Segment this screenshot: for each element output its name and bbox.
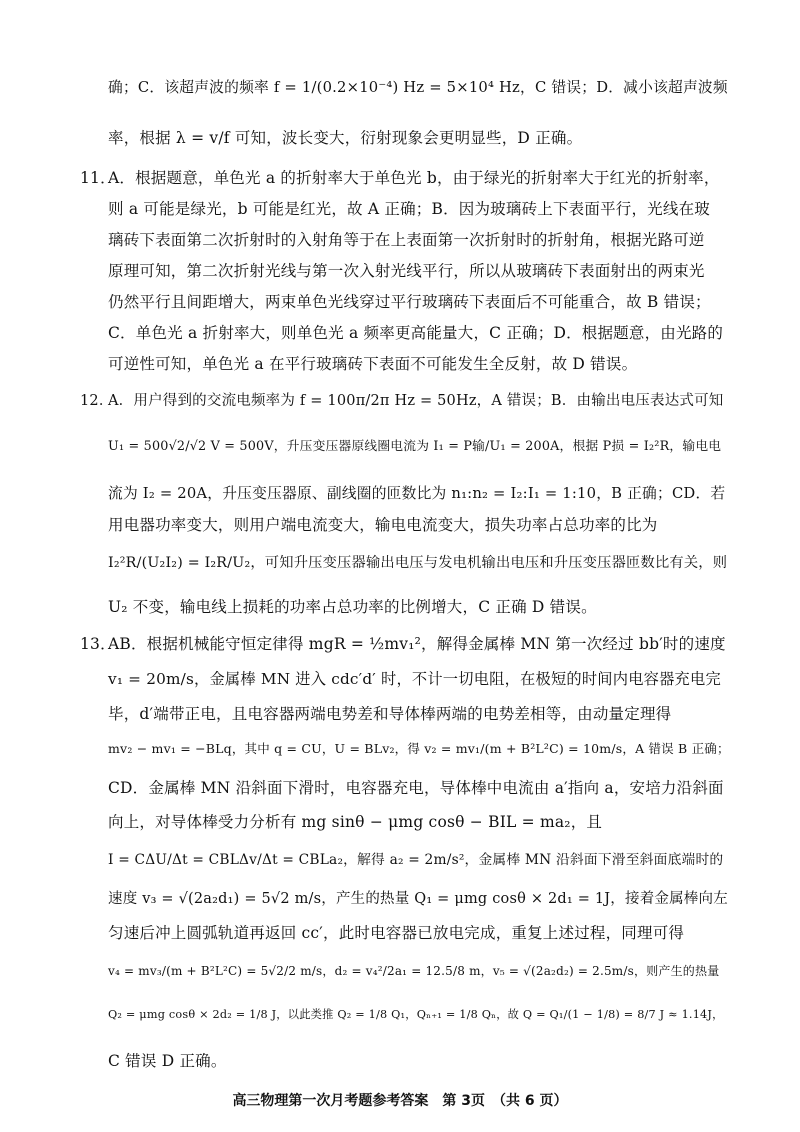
text-line: 仍然平行且间距增大，两束单色光线穿过平行玻璃砖下表面后不可能重合，故 B 错误； xyxy=(108,293,711,311)
text-line: CD．金属棒 MN 沿斜面下滑时，电容器充电，导体棒中电流由 a′指向 a，安培力沿斜面 xyxy=(108,779,724,797)
text-line: C 错误 D 正确。 xyxy=(108,1052,227,1070)
page-footer: 高三物理第一次月考题参考答案 第 3页 （共 6 页） xyxy=(232,1093,568,1109)
text-line: 向上，对导体棒受力分析有 mg sinθ − μmg cosθ − BIL = ma₂，且 xyxy=(108,813,603,831)
question-number: 12． xyxy=(80,393,114,409)
text-line: v₁ = 20m/s，金属棒 MN 进入 cdc′d′ 时，不计一切电阻，在极短的时间内电容器充电完 xyxy=(108,670,721,688)
text-line: 璃砖下表面第二次折射时的入射角等于在上表面第一次折射时的折射角，根据光路可逆 xyxy=(108,231,705,249)
question-12 xyxy=(80,390,724,412)
text-line: 流为 I₂ = 20A，升压变压器原、副线圈的匝数比为 n₁:n₂ = I₂:I₁ = 1:10，B 正确；CD．若 xyxy=(108,485,726,502)
question-11 xyxy=(80,167,720,189)
text-line: C．单色光 a 折射率大，则单色光 a 频率更高能量大，C 正确；D．根据题意，由光路的 xyxy=(108,324,724,342)
text-line: 可逆性可知，单色光 a 在平行玻璃砖下表面不可能发生全反射，故 D 错误。 xyxy=(108,355,638,373)
text-line: U₂ 不变，输电线上损耗的功率占总功率的比例增大，C 正确 D 错误。 xyxy=(108,598,597,616)
text-line: 则 a 可能是绿光，b 可能是红光，故 A 正确；B．因为玻璃砖上下表面平行，光线在玻 xyxy=(108,200,710,218)
text-line: 确；C．该超声波的频率 f = 1/(0.2×10⁻⁴) Hz = 5×10⁴ Hz，C 错误；D．减小该超声波频 xyxy=(108,79,728,96)
text-line: I₂²R/(U₂I₂) = I₂R/U₂，可知升压变压器输出电压与发电机输出电压和升压变压器匝数比有关，则 xyxy=(108,555,728,571)
text-line: A．用户得到的交流电频率为 f = 100π/2π Hz = 50Hz，A 错误；B．由输出电压表达式可知 xyxy=(108,393,724,409)
text-line: mv₂ − mv₁ = −BLq，其中 q = CU，U = BLv₂，得 v₂ = mv₁/(m + B²L²C) = 10m/s，A 错误 B 正确； xyxy=(108,741,730,756)
text-line: v₄ = mv₃/(m + B²L²C) = 5√2/2 m/s，d₂ = v₄²/2a₁ = 12.5/8 m，v₅ = √(2a₂d₂) = 2.5m/s，则产生的热量 xyxy=(108,964,720,978)
text-line: 毕，d′端带正电，且电容器两端电势差和导体棒两端的电势差相等，由动量定理得 xyxy=(108,705,672,723)
text-line: AB．根据机械能守恒定律得 mgR = ½mv₁²，解得金属棒 MN 第一次经过 bb′时的速度 xyxy=(108,635,726,653)
text-line: A．根据题意，单色光 a 的折射率大于单色光 b，由于绿光的折射率大于红光的折射率， xyxy=(108,169,720,187)
text-line: 原理可知，第二次折射光线与第一次入射光线平行，所以从玻璃砖下表面射出的两束光 xyxy=(108,262,705,280)
text-line: 用电器功率变大，则用户端电流变大，输电电流变大，损失功率占总功率的比为 xyxy=(108,516,658,534)
text-line: I = CΔU/Δt = CBLΔv/Δt = CBLa₂，解得 a₂ = 2m/s²，金属棒 MN 沿斜面下滑至斜面底端时的 xyxy=(108,852,724,868)
text-line: 匀速后冲上圆弧轨道再返回 cc′，此时电容器已放电完成，重复上述过程，同理可得 xyxy=(108,924,685,942)
text-line: Q₂ = μmg cosθ × 2d₂ = 1/8 J，以此类推 Q₂ = 1/8 Q₁，Qₙ₊₁ = 1/8 Qₙ，故 Q = Q₁/(1 − 1/8) = 8/7 J ≈ 1.14J， xyxy=(108,1008,724,1021)
question-number: 11． xyxy=(80,169,116,187)
question-13 xyxy=(80,633,726,655)
text-line: 率，根据 λ = v/f 可知，波长变大，衍射现象会更明显些，D 正确。 xyxy=(108,129,583,147)
text-line: 速度 v₃ = √(2a₂d₁) = 5√2 m/s，产生的热量 Q₁ = μmg cosθ × 2d₁ = 1J，接着金属棒向左 xyxy=(108,891,728,907)
question-number: 13． xyxy=(80,635,116,653)
text-line: U₁ = 500√2/√2 V = 500V，升压变压器原线圈电流为 I₁ = P输/U₁ = 200A，根据 P损 = I₂²R，输电电 xyxy=(108,439,722,454)
